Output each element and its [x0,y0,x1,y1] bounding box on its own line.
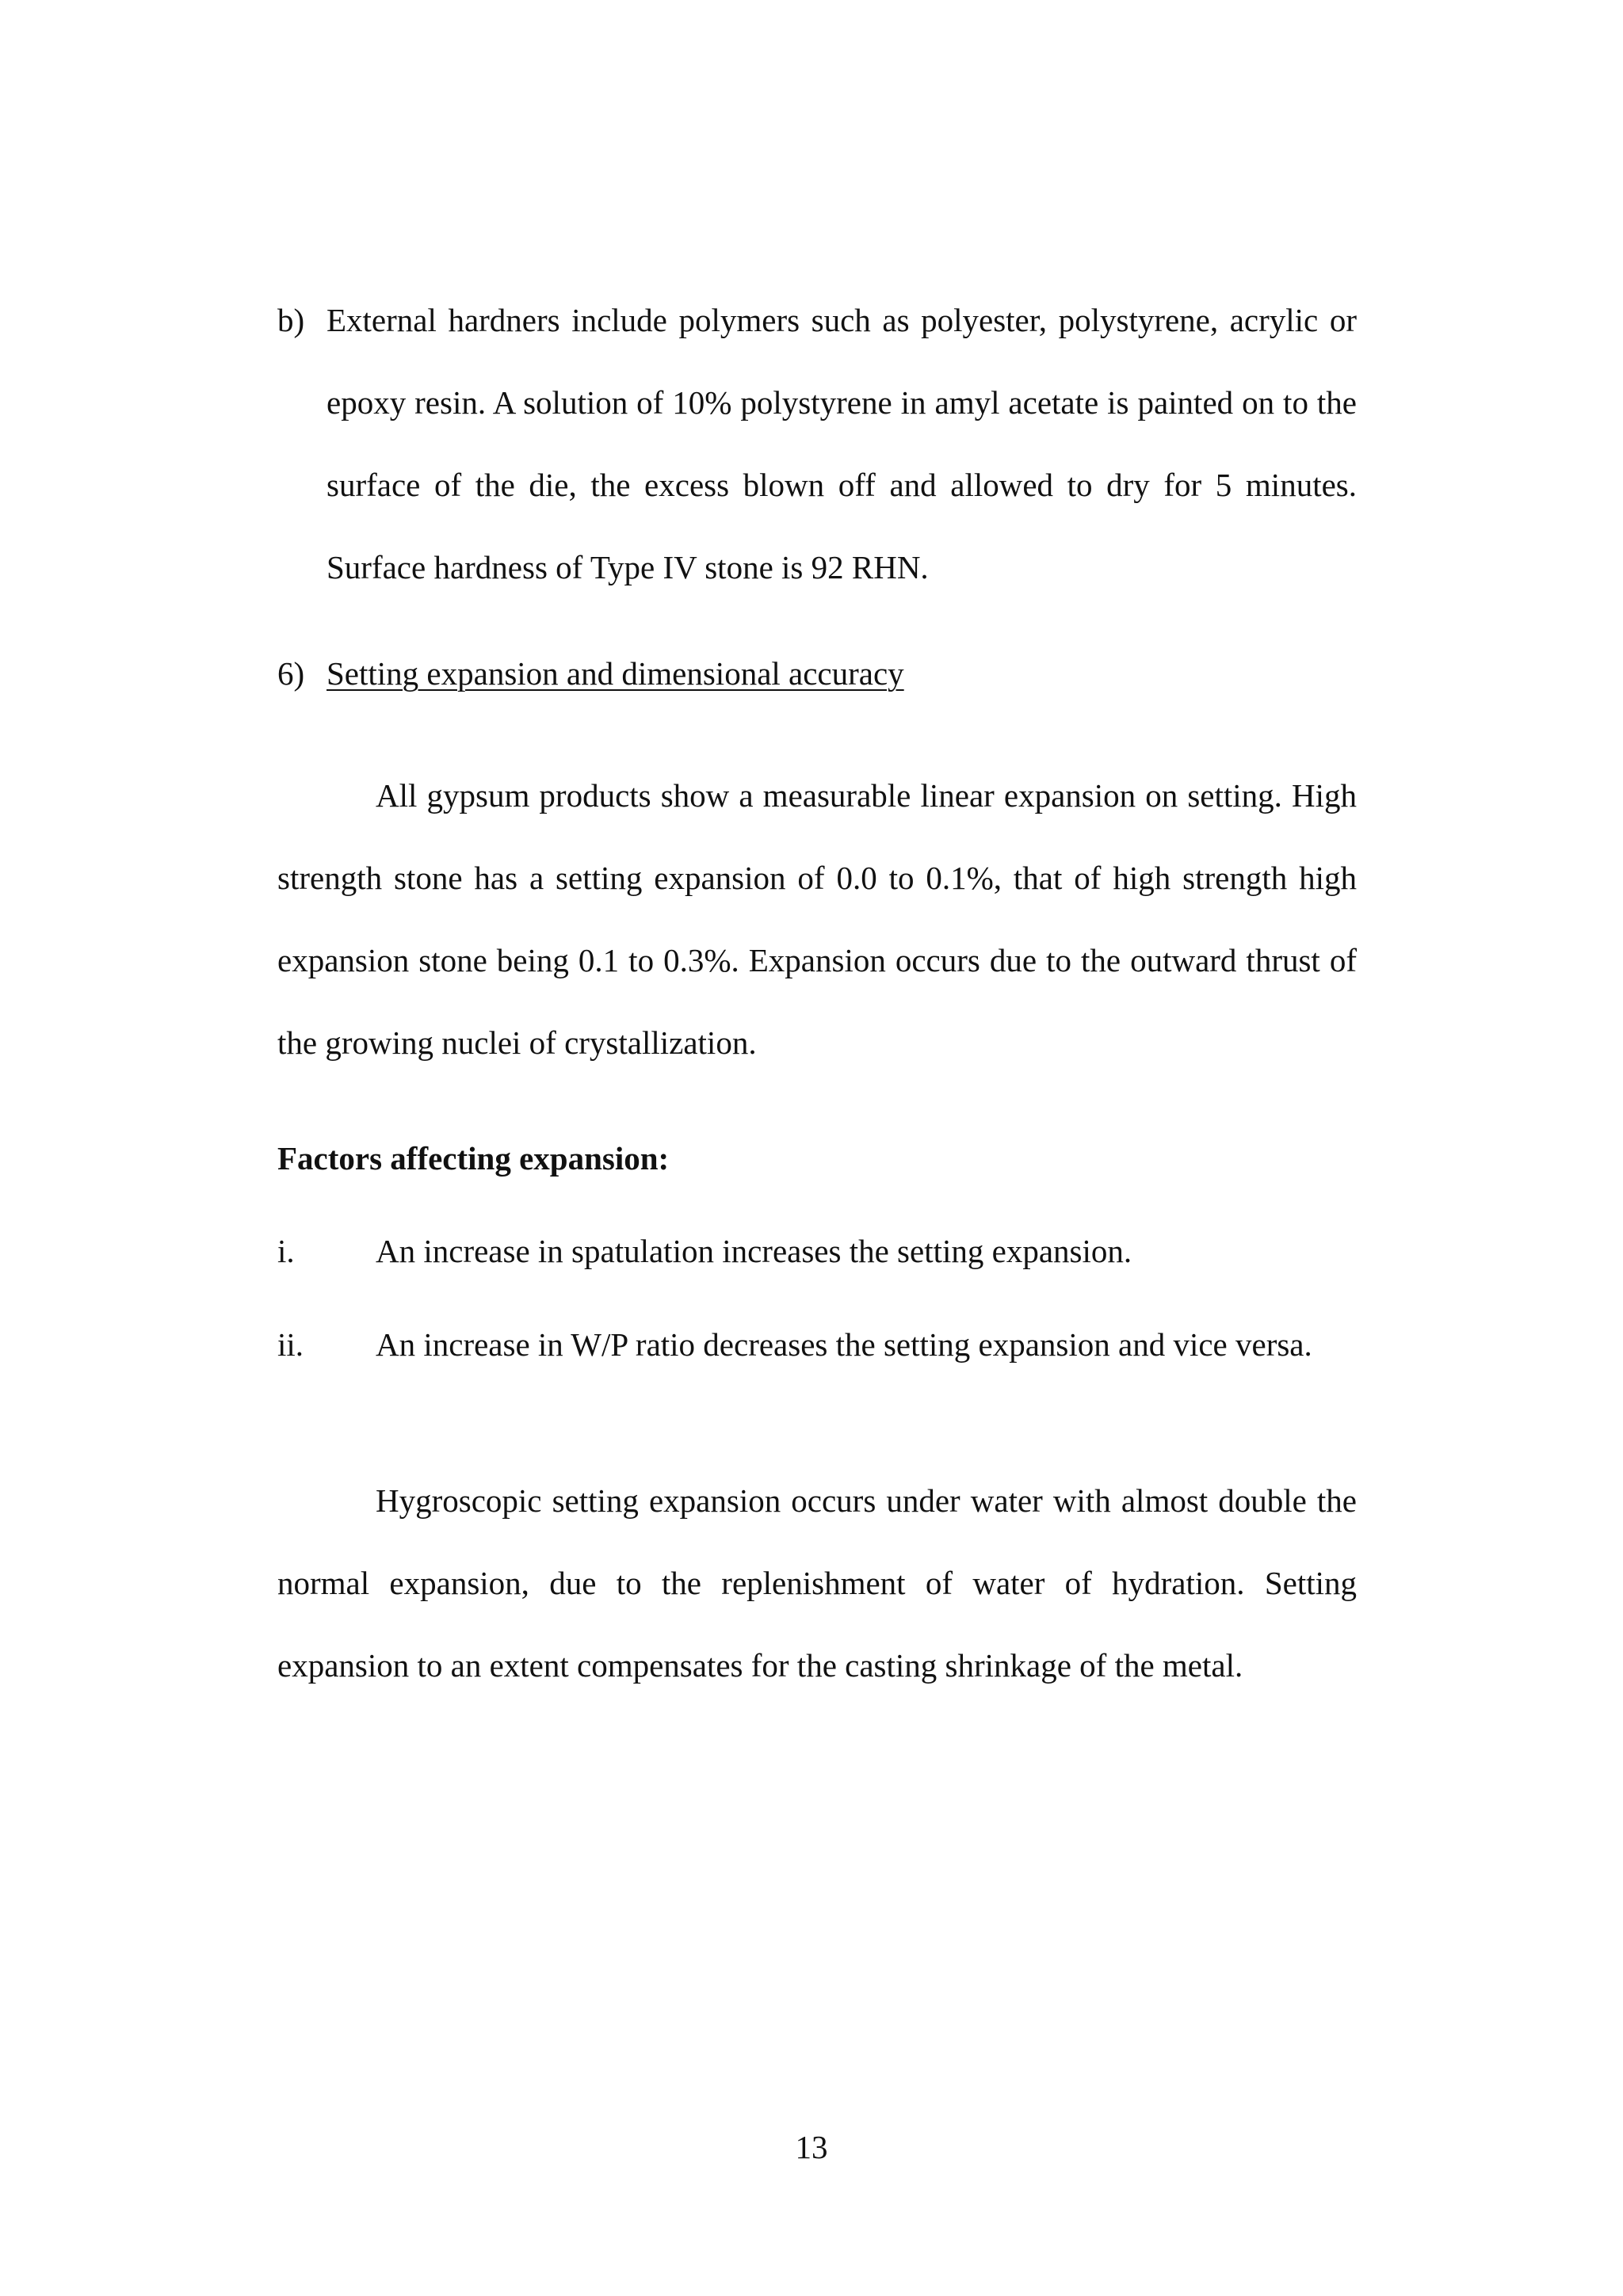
paragraph-text: All gypsum products show a measurable linear expansion on setting. High strength stone has a setting expansion of 0.0 to 0.1%, that of high strength high expansion stone being 0.1 to 0.3%. Expansion occurs due to the outward thrust of the growing nuclei of crystallization. [277,777,1357,1061]
factor-item-2 [277,1314,1357,1375]
list-marker: i. [277,1233,295,1269]
paragraph-setting-expansion [277,754,1357,1084]
factor-text: An increase in spatulation increases the setting expansion. [376,1233,1132,1269]
factors-heading: Factors affecting expansion: [277,1140,670,1177]
section-title: Setting expansion and dimensional accuracy [327,655,904,692]
section-number: 6) [277,655,305,692]
factor-item-1 [277,1220,1357,1282]
list-marker: b) [277,302,305,338]
list-marker: ii. [277,1326,304,1363]
page-number: 13 [795,2129,828,2165]
list-item-text: External hardners include polymers such as polyester, polystyrene, acrylic or epoxy resin. A solution of 10% polystyrene in amyl acetate is painted on to the surface of the die, the excess blown off and allowed to dry for 5 minutes. Surface hardness of Type IV stone is 92 RHN. [327,302,1357,585]
factor-text: An increase in W/P ratio decreases the setting expansion and vice versa. [376,1326,1312,1363]
paragraph-hygroscopic [277,1459,1357,1707]
list-item-b [277,279,1357,608]
paragraph-text: Hygroscopic setting expansion occurs under water with almost double the normal expansion, due to the replenishment of water of hydration. Setting expansion to an extent compensates for the casting shrinkage of the metal. [277,1482,1357,1684]
